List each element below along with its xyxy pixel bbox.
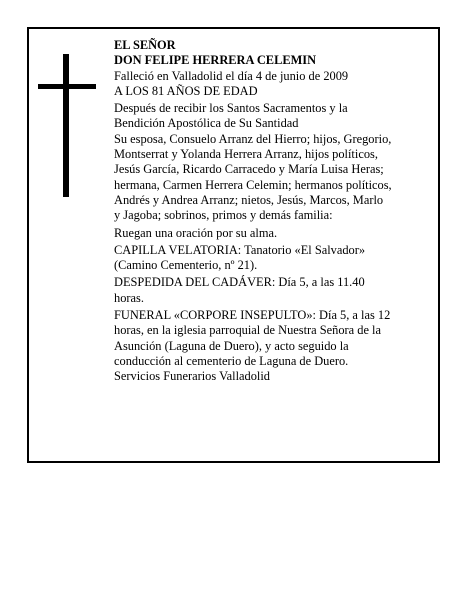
funeral-line: horas, en la iglesia parroquial de Nuestra Señora de la — [114, 323, 381, 338]
cross-vertical-bar — [63, 54, 69, 197]
farewell-line: DESPEDIDA DEL CADÁVER: Día 5, a las 11.40 — [114, 275, 365, 290]
prayer-line: Ruegan una oración por su alma. — [114, 225, 278, 240]
deceased-title: EL SEÑOR — [114, 38, 176, 52]
sacraments-line: Después de recibir los Santos Sacramentos y la — [114, 101, 348, 116]
funeral-line: conducción al cementerio de Laguna de Duero. — [114, 353, 349, 368]
chapel-line: CAPILLA VELATORIA: Tanatorio «El Salvador» — [114, 242, 366, 257]
farewell-paragraph — [114, 275, 430, 306]
family-line: y Jagoba; sobrinos, primos y demás familia: — [114, 208, 333, 223]
sacraments-paragraph — [114, 101, 430, 132]
funeral-line: Asunción (Laguna de Duero), y acto seguido la — [114, 338, 349, 353]
obituary-text — [114, 38, 430, 385]
family-line: Andrés y Andrea Arranz; nietos, Jesús, Marcos, Marlo — [114, 192, 384, 207]
family-line: Montserrat y Yolanda Herrera Arranz, hijos políticos, — [114, 147, 378, 162]
death-statement: Falleció en Valladolid el día 4 de junio de 2009 — [114, 68, 349, 83]
farewell-line: horas. — [114, 290, 144, 305]
age-statement: A LOS 81 AÑOS DE EDAD — [114, 83, 258, 98]
family-line: hermana, Carmen Herrera Celemin; hermanos políticos, — [114, 177, 392, 192]
chapel-line: (Camino Cementerio, nº 21). — [114, 258, 258, 273]
deceased-name: DON FELIPE HERRERA CELEMIN — [114, 53, 317, 68]
family-paragraph — [114, 132, 430, 224]
funeral-services-credit: Servicios Funerarios Valladolid — [114, 369, 271, 384]
chapel-paragraph — [114, 243, 430, 274]
family-line: Jesús García, Ricardo Carracedo y María Luisa Heras; — [114, 162, 384, 177]
family-line: Su esposa, Consuelo Arranz del Hierro; hijos, Gregorio, — [114, 131, 392, 146]
cross-horizontal-bar — [38, 84, 96, 89]
latin-cross-icon — [38, 54, 96, 197]
funeral-paragraph — [114, 308, 430, 369]
sacraments-line: Bendición Apostólica de Su Santidad — [114, 116, 299, 131]
funeral-line: FUNERAL «CORPORE INSEPULTO»: Día 5, a las 12 — [114, 308, 391, 323]
